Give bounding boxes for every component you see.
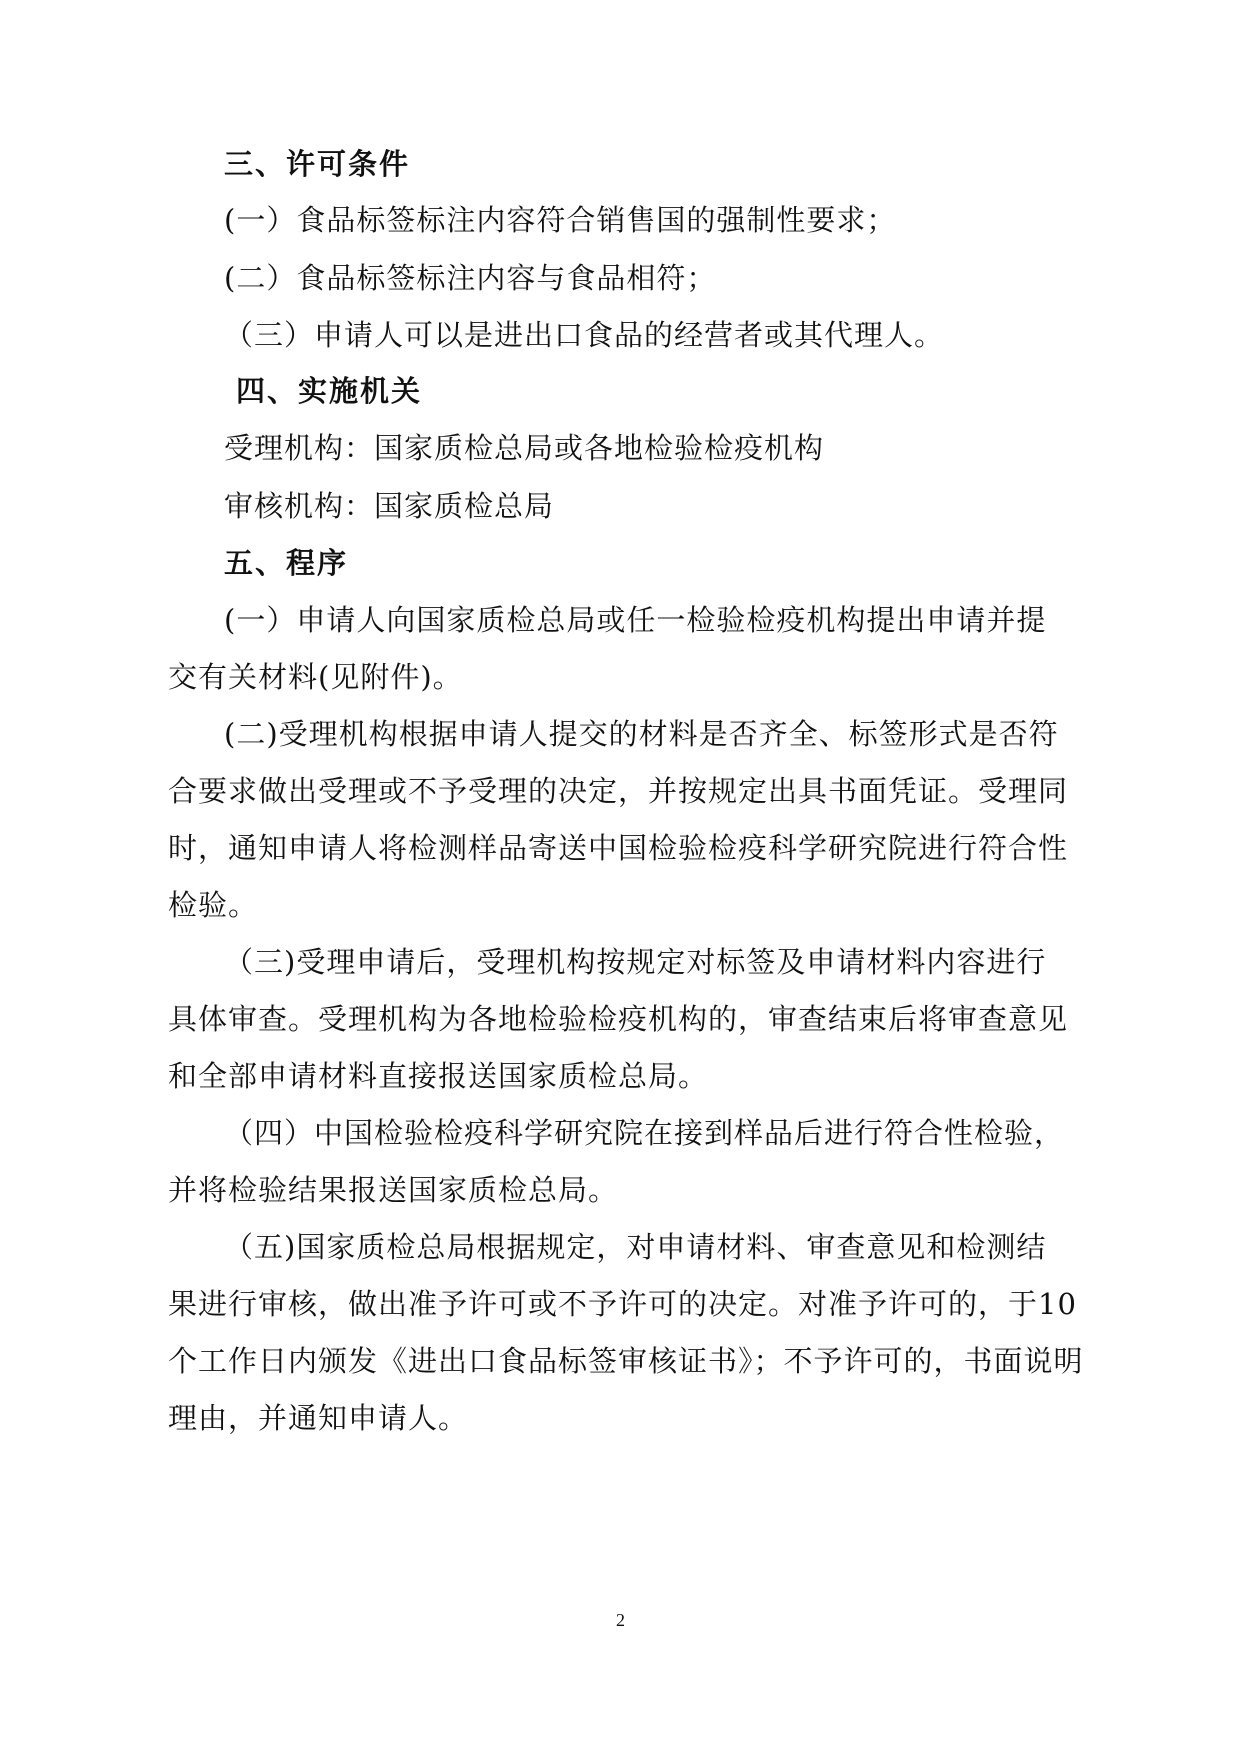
section-heading-license-conditions: 三、许可条件 [224,147,411,181]
page-number: 2 [616,1610,625,1630]
procedure-step-5-line: 果进行审核，做出准予许可或不予许可的决定。对准予许可的，于10 [168,1287,1077,1321]
procedure-step-4-line: 并将检验结果报送国家质检总局。 [168,1173,619,1207]
accepting-agency-line: 受理机构：国家质检总局或各地检验检疫机构 [224,431,825,465]
section-heading-implementing-agency: 四、实施机关 [236,374,423,408]
procedure-step-2-line: 时，通知申请人将检测样品寄送中国检验检疫科学研究院进行符合性 [168,831,1069,865]
condition-item-3: （三）申请人可以是进出口食品的经营者或其代理人。 [224,318,945,352]
procedure-step-1-line: (一）申请人向国家质检总局或任一检验检疫机构提出申请并提 [224,603,1047,637]
condition-item-1: (一）食品标签标注内容符合销售国的强制性要求； [224,203,897,237]
section-heading-procedure: 五、程序 [224,546,349,580]
procedure-step-3-line: （三)受理申请后，受理机构按规定对标签及申请材料内容进行 [224,945,1047,979]
procedure-step-3-line: 具体审查。受理机构为各地检验检疫机构的，审查结束后将审查意见 [168,1002,1069,1036]
reviewing-agency-line: 审核机构：国家质检总局 [224,489,555,523]
procedure-step-1-line: 交有关材料(见附件)。 [168,660,463,694]
procedure-step-3-line: 和全部申请材料直接报送国家质检总局。 [168,1059,709,1093]
procedure-step-5-line: （五)国家质检总局根据规定，对申请材料、审查意见和检测结 [224,1230,1047,1264]
condition-item-2: (二）食品标签标注内容与食品相符； [224,261,717,295]
procedure-step-2-line: 合要求做出受理或不予受理的决定，并按规定出具书面凭证。受理同 [168,774,1069,808]
procedure-step-5-line: 个工作日内颁发《进出口食品标签审核证书》；不予许可的，书面说明 [168,1344,1084,1378]
procedure-step-2-line: 检验。 [168,888,259,922]
procedure-step-5-line: 理由，并通知申请人。 [168,1401,469,1435]
procedure-step-2-line: (二)受理机构根据申请人提交的材料是否齐全、标签形式是否符 [224,717,1059,751]
procedure-step-4-line: （四）中国检验检疫科学研究院在接到样品后进行符合性检验， [224,1116,1065,1150]
